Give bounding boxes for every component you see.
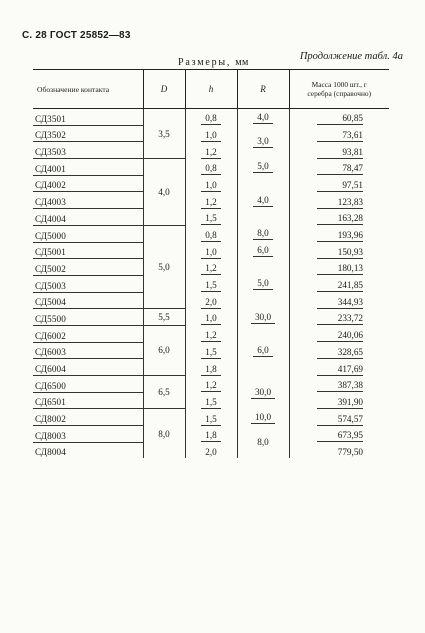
cell-h-value: 1,8	[201, 363, 220, 376]
cell-designation: СД5002	[33, 259, 143, 276]
header-mass-line1: Масса 1000 шт., г	[311, 80, 367, 89]
cell-R	[237, 426, 289, 459]
cell-h-value: 1,0	[201, 246, 220, 259]
cell-mass-value: 180,13	[317, 262, 363, 275]
cell-h	[185, 175, 237, 192]
cell-mass-value: 240,06	[317, 329, 363, 342]
cell-designation: СД3502	[33, 125, 143, 142]
cell-h-value: 1,0	[201, 312, 220, 325]
cell-h-value: 1,5	[201, 346, 220, 359]
cell-h	[185, 292, 237, 309]
cell-D: 5,0	[143, 225, 185, 308]
cell-mass	[289, 309, 389, 326]
table-row	[33, 159, 389, 176]
cell-R-value: 8,0	[257, 437, 269, 447]
table-row	[33, 125, 389, 142]
cell-h-value: 1,5	[201, 212, 220, 225]
table-row	[33, 409, 389, 426]
cell-h	[185, 209, 237, 226]
cell-mass	[289, 225, 389, 242]
header-D: D	[143, 70, 185, 109]
cell-h	[185, 409, 237, 426]
table-row	[33, 209, 389, 226]
cell-designation: СД8004	[35, 447, 66, 458]
cell-h	[185, 275, 237, 292]
cell-mass-value: 241,85	[317, 279, 363, 292]
cell-h-value: 1,2	[201, 329, 220, 342]
dimensions-label: Размеры,	[178, 57, 232, 68]
cell-R	[237, 225, 289, 242]
cell-mass-value: 60,85	[317, 112, 363, 125]
cell-R	[237, 175, 289, 225]
cell-h-value: 2,0	[201, 296, 220, 309]
cell-D: 6,0	[143, 325, 185, 375]
cell-h	[185, 342, 237, 359]
cell-h	[185, 142, 237, 159]
cell-mass-value: 417,69	[317, 363, 363, 376]
table-row	[33, 426, 389, 443]
header-designation: Обозначение контакта	[33, 70, 143, 109]
table-row	[33, 392, 389, 409]
cell-D: 3,5	[143, 109, 185, 159]
cell-mass	[289, 175, 389, 192]
cell-designation: СД6500	[33, 376, 143, 393]
cell-R	[237, 125, 289, 158]
cell-mass	[289, 209, 389, 226]
cell-h-value: 0,8	[201, 112, 220, 125]
cell-R-value: 3,0	[253, 135, 272, 148]
cell-mass-value: 78,47	[317, 162, 363, 175]
table-row	[33, 225, 389, 242]
cell-mass	[289, 376, 389, 393]
cell-designation: СД5500	[33, 309, 143, 326]
table-row	[33, 376, 389, 393]
cell-h-value: 1,2	[201, 146, 220, 159]
cell-h	[185, 426, 237, 443]
cell-R	[237, 325, 289, 375]
table-header-row	[33, 70, 389, 109]
cell-h-value: 1,5	[201, 279, 220, 292]
cell-R-value: 5,0	[253, 160, 272, 173]
cell-mass-value: 123,83	[317, 196, 363, 209]
cell-R-value: 30,0	[251, 311, 275, 324]
cell-mass	[289, 159, 389, 176]
cell-mass	[289, 142, 389, 159]
cell-h-value: 1,5	[201, 396, 220, 409]
cell-mass-value: 163,28	[317, 212, 363, 225]
page-header: С. 28 ГОСТ 25852—83	[22, 30, 131, 41]
cell-designation: СД6002	[33, 325, 143, 342]
cell-R	[237, 159, 289, 176]
cell-mass-value: 97,51	[317, 179, 363, 192]
header-mass-line2: серебра (справочно)	[307, 89, 372, 98]
cell-R-value: 6,0	[253, 244, 272, 257]
table-row	[33, 292, 389, 309]
cell-mass	[289, 342, 389, 359]
cell-designation: СД4003	[33, 192, 143, 209]
cell-mass	[289, 242, 389, 259]
cell-R	[237, 409, 289, 426]
cell-h	[185, 309, 237, 326]
cell-designation: СД5003	[33, 275, 143, 292]
cell-R	[237, 109, 289, 126]
cell-h	[185, 359, 237, 376]
cell-mass	[289, 292, 389, 309]
header-h: h	[185, 70, 237, 109]
cell-R	[237, 376, 289, 409]
table-row	[33, 192, 389, 209]
cell-mass-value: 193,96	[317, 229, 363, 242]
cell-h	[185, 442, 237, 458]
cell-mass-value: 387,38	[317, 379, 363, 392]
table-row	[33, 359, 389, 376]
header-mass	[289, 70, 389, 109]
cell-mass-value: 344,93	[317, 296, 363, 309]
cell-designation: СД6003	[33, 342, 143, 359]
cell-D: 4,0	[143, 159, 185, 226]
cell-mass-value: 391,90	[317, 396, 363, 409]
table-row	[33, 325, 389, 342]
cell-h-value: 0,8	[201, 162, 220, 175]
cell-R-value: 30,0	[251, 386, 275, 399]
cell-designation: СД6501	[33, 392, 143, 409]
cell-D: 6,5	[143, 376, 185, 409]
cell-mass-value: 73,61	[317, 129, 363, 142]
cell-designation: СД6004	[33, 359, 143, 376]
cell-h-value: 1,2	[201, 262, 220, 275]
table-row	[33, 242, 389, 259]
cell-h	[185, 109, 237, 126]
cell-designation: СД5000	[33, 225, 143, 242]
cell-designation: СД4004	[33, 209, 143, 226]
cell-designation: СД3501	[33, 109, 143, 126]
cell-mass-value: 673,95	[317, 429, 363, 442]
cell-mass	[289, 325, 389, 342]
table-row	[33, 142, 389, 159]
cell-h-value: 2,0	[205, 447, 217, 458]
cell-designation: СД8003	[33, 426, 143, 443]
cell-R-value: 4,0	[253, 111, 272, 124]
cell-mass-value: 574,57	[317, 413, 363, 426]
cell-mass	[289, 192, 389, 209]
cell-D: 8,0	[143, 409, 185, 459]
cell-designation: СД4002	[33, 175, 143, 192]
cell-designation: СД4001	[33, 159, 143, 176]
cell-designation: СД5001	[33, 242, 143, 259]
cell-h-value: 1,0	[201, 179, 220, 192]
table-row	[33, 342, 389, 359]
table-row	[33, 442, 389, 458]
cell-h-value: 1,2	[201, 379, 220, 392]
cell-designation: СД3503	[33, 142, 143, 159]
cell-mass-value: 328,65	[317, 346, 363, 359]
cell-h-value: 0,8	[201, 229, 220, 242]
cell-R-value: 10,0	[251, 411, 275, 424]
cell-mass-value: 233,72	[317, 312, 363, 325]
cell-mass	[289, 409, 389, 426]
cell-mass-value: 93,81	[317, 146, 363, 159]
header-R: R	[237, 70, 289, 109]
cell-mass-value: 779,50	[337, 447, 363, 458]
cell-R	[237, 242, 289, 259]
cell-mass	[289, 125, 389, 142]
cell-designation: СД8002	[33, 409, 143, 426]
dimensions-unit: мм	[235, 57, 249, 68]
table-row	[33, 109, 389, 126]
cell-mass	[289, 442, 389, 458]
cell-mass	[289, 359, 389, 376]
cell-D: 5,5	[143, 309, 185, 326]
cell-h	[185, 125, 237, 142]
cell-mass	[289, 109, 389, 126]
table-body	[33, 109, 389, 459]
cell-R	[237, 309, 289, 326]
cell-h	[185, 392, 237, 409]
cell-mass	[289, 275, 389, 292]
cell-mass-value: 150,93	[317, 246, 363, 259]
table-row	[33, 275, 389, 292]
table-continuation-note: Продолжение табл. 4а	[299, 51, 403, 62]
cell-R-value: 8,0	[253, 227, 272, 240]
cell-R-value: 6,0	[253, 344, 272, 357]
table-row	[33, 309, 389, 326]
dimensions-caption	[178, 57, 249, 68]
table-row	[33, 175, 389, 192]
cell-h-value: 1,0	[201, 129, 220, 142]
cell-h-value: 1,2	[201, 196, 220, 209]
cell-h	[185, 325, 237, 342]
cell-R-value: 5,0	[253, 277, 272, 290]
cell-h-value: 1,5	[201, 413, 220, 426]
cell-designation: СД5004	[33, 292, 143, 309]
cell-h	[185, 259, 237, 276]
cell-h	[185, 192, 237, 209]
cell-h	[185, 225, 237, 242]
cell-mass	[289, 392, 389, 409]
cell-h-value: 1,8	[201, 429, 220, 442]
cell-h	[185, 159, 237, 176]
cell-R-value: 4,0	[253, 194, 272, 207]
cell-h	[185, 242, 237, 259]
cell-mass	[289, 259, 389, 276]
cell-h	[185, 376, 237, 393]
cell-R	[237, 259, 289, 309]
table-row	[33, 259, 389, 276]
contacts-table	[33, 69, 389, 458]
cell-mass	[289, 426, 389, 443]
